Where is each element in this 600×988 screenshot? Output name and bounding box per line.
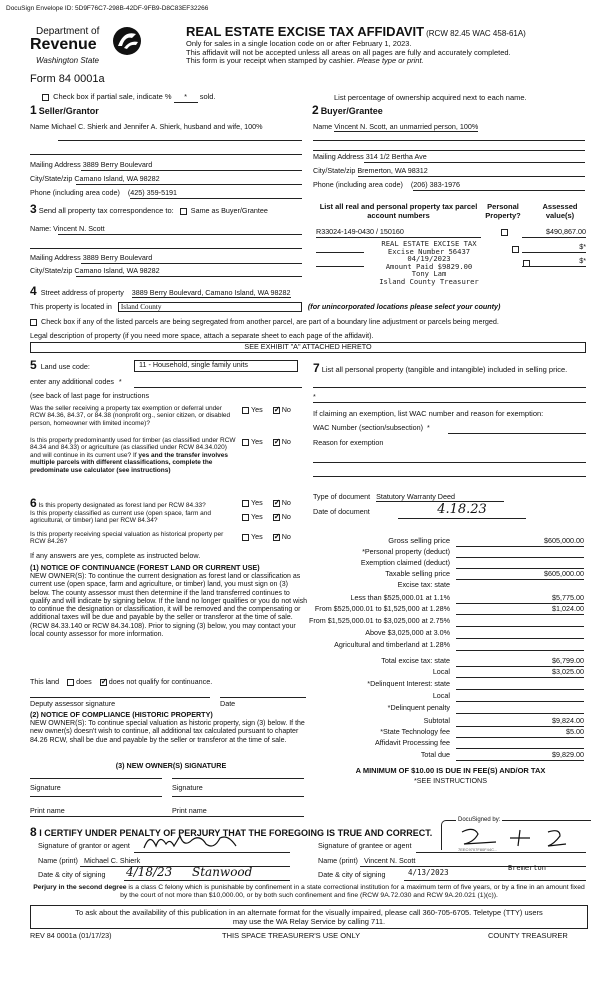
parcel-row-2-checkbox[interactable] — [512, 246, 519, 253]
corr-mail-line — [81, 263, 302, 264]
grantor-signature[interactable] — [140, 830, 260, 854]
calc-t2-value[interactable]: $1,024.00 — [552, 604, 584, 613]
calc-taxable-line — [456, 579, 584, 580]
seller-name-label: Name — [30, 122, 50, 131]
q1-yes-label: Yes — [251, 405, 263, 414]
reason-label: Reason for exemption — [313, 438, 384, 447]
q6-text: Is this property designated as forest land per RCW 84.33? — [38, 502, 206, 509]
doc-type-row — [313, 493, 504, 502]
buyer-city-label: City/State/zip — [313, 166, 356, 175]
partial-sale-pct[interactable]: * — [174, 93, 198, 103]
q6-no-label: No — [281, 498, 291, 507]
perjury-text: is a class C felony which is punishable by confinement in a state correctional institution for a maximum term of five years, or by a fine in an amount fixed by the court of not more than $10,000.00, or by both such confinement and fine (RCW 9A.72.030 and RCW 9A.20.021 (1)(c)). — [120, 884, 585, 899]
calc-tech-value[interactable]: $5.00 — [566, 727, 584, 736]
corr-name-line — [58, 234, 302, 235]
located-row — [30, 302, 500, 312]
continuance-text: NEW OWNER(S): To continue the current designation as forest land or classification as current use (open space, farm and agriculture, or timber) land, you must sign on (3) below. The county assessor must then determine if the land transferred continues to qualify and will indicate by signing below. If the land no longer qualifies or you do not wish to continue the designation or classification, it will be removed and the compensating or additional taxes will be due and payable by the seller or transferor at the time of sale. (RCW 84.33.140 or RCW 84.34.108). Prior to signing (3) below, you may contact your local county assessor for more information. — [30, 573, 308, 638]
min-note: A MINIMUM OF $10.00 IS DUE IN FEE(S) AND/OR TAX — [355, 766, 546, 775]
q6-yes-checkbox[interactable] — [242, 500, 249, 507]
calc-subtotal-line — [456, 726, 584, 727]
deputy-line — [30, 697, 210, 698]
buyer-title: Buyer/Grantee — [320, 106, 383, 116]
q1-no-checkbox[interactable] — [273, 407, 280, 414]
seller-phone[interactable]: (425) 359-5191 — [127, 188, 178, 197]
county-select[interactable]: Island County — [118, 302, 302, 312]
grantor-date-row — [38, 871, 106, 879]
print2-label: Print name — [172, 806, 207, 815]
intro-italic: Please type or print. — [356, 56, 424, 66]
calc-total-value[interactable]: $9,829.00 — [552, 750, 584, 759]
seller-phone-row — [30, 189, 177, 197]
grantee-date-row — [318, 871, 386, 879]
q6c-row: Is this property receiving special valuation as historical property per RCW 84.26? — [30, 531, 224, 546]
seller-mail-label: Mailing Address — [30, 160, 81, 169]
calc-t1-value[interactable]: $5,775.00 — [552, 593, 584, 602]
segregated-checkbox[interactable] — [30, 319, 37, 326]
seller-mail-line — [81, 170, 302, 171]
corr-city[interactable]: Camano Island, WA 98282 — [74, 266, 160, 275]
q6c-answers — [242, 533, 291, 541]
calc-t2-line — [456, 614, 584, 615]
segregated-label: Check box if any of the listed parcels are being segregated from another parcel, are part of a boundary line adjustment or parcels being merged. — [41, 317, 499, 326]
intro-2: This affidavit will not be accepted unless all areas on all pages are fully and accurately completed. — [186, 47, 511, 57]
additional-codes-row — [30, 378, 122, 386]
calc-personal-label: *Personal property (deduct) — [362, 547, 450, 556]
form-title: REAL ESTATE EXCISE TAX AFFIDAVIT — [186, 24, 425, 39]
dept-logo — [30, 26, 180, 76]
buyer-mail-row — [313, 153, 427, 161]
street-num: 4 — [30, 284, 37, 298]
seller-name-row — [30, 123, 300, 131]
envelope-id: DocuSign Envelope ID: 5D9F76C7-298B-42DF-9FB9-D8C83EF32266 — [6, 5, 209, 12]
sig2-label: Signature — [172, 783, 203, 792]
calc-delinq-local-label: Local — [432, 691, 450, 700]
q6c-no-label: No — [281, 532, 291, 541]
grantee-sig-row — [318, 842, 412, 850]
segregated-row — [30, 318, 600, 326]
grantee-date-line — [404, 880, 586, 881]
buyer-name-label: Name — [313, 122, 333, 131]
question-2 — [30, 437, 238, 474]
parcel-row-1-value[interactable]: $490,867.00 — [546, 227, 586, 236]
parcel-row-2-value-line — [522, 252, 586, 253]
print1-label: Print name — [30, 806, 65, 815]
grantor-date-label: Date & city of signing — [38, 870, 106, 879]
partial-sale-row — [42, 93, 216, 103]
parcels-header-1: List all real and personal property tax parcel account numbers — [319, 202, 478, 220]
calc-t2-label: From $525,000.01 to $1,525,000 at 1.28% — [314, 604, 450, 613]
buyer-phone-line — [413, 190, 585, 191]
calc-affidavit-label: Affidavit Processing fee — [375, 738, 450, 747]
personal-row — [313, 362, 588, 376]
see-back: (see back of last page for instructions — [30, 391, 150, 400]
corr-city-row — [30, 267, 160, 275]
legal-description[interactable] — [30, 342, 586, 353]
grantee-name-row — [318, 857, 415, 865]
corr-heading — [30, 203, 268, 217]
reason-line-2 — [313, 476, 586, 477]
wac-label: WAC Number (section/subsection) — [313, 423, 423, 432]
corr-num: 3 — [30, 202, 37, 216]
corr-city-label: City/State/zip — [30, 266, 73, 275]
personal-text: List all personal property (tangible and intangible) included in selling price. — [321, 365, 568, 374]
buyer-city[interactable]: Bremerton, WA 98312 — [357, 166, 428, 175]
deputy-date-line — [220, 697, 306, 698]
stamp-line-5: Tony Lam — [411, 269, 447, 279]
buyer-num: 2 — [312, 103, 319, 117]
q1-yes-checkbox[interactable] — [242, 407, 249, 414]
compliance-heading: (2) NOTICE OF COMPLIANCE (HISTORIC PROPERTY) — [30, 710, 213, 719]
additional-codes-label: enter any additional codes — [30, 377, 114, 386]
street-value[interactable]: 3889 Berry Boulevard, Camano Island, WA 98282 — [131, 288, 291, 297]
calc-total-line — [456, 760, 584, 761]
calc-delinq-local-line — [456, 701, 584, 702]
availability-text: To ask about the availability of this publication in an alternate format for the visually impaired, please call 360-705-6705. Teletype (TTY) users may use the WA Relay Service by calling 711. — [75, 908, 543, 926]
form-number: Form 84 0001a — [30, 73, 105, 85]
land-does-label: does — [76, 677, 92, 686]
doc-date-value[interactable]: 4.18.23 — [398, 503, 526, 519]
calc-t4-label: Above $3,025,000 at 3.0% — [365, 628, 450, 637]
q6-row — [30, 497, 240, 511]
calc-total-label: Total due — [420, 750, 450, 759]
land-use-row — [30, 359, 90, 373]
street-row — [30, 285, 291, 299]
buyer-mail[interactable]: 314 1/2 Bertha Ave — [365, 152, 427, 161]
calc-delinq-state-line — [456, 689, 584, 690]
buyer-name-row — [313, 123, 478, 131]
doc-date-label: Date of document — [313, 507, 370, 516]
stamp-line-4: Amount Paid $9829.00 — [385, 261, 473, 271]
partial-sale-sold: sold. — [199, 92, 216, 101]
seller-city-line — [76, 184, 302, 185]
q6-no-checkbox[interactable] — [273, 500, 280, 507]
calc-total-state-label: Total excise tax: state — [381, 656, 450, 665]
buyer-name[interactable]: Vincent N. Scott, an unmarried person, 100% — [334, 122, 479, 131]
land-use-num: 5 — [30, 358, 37, 372]
certify-text: I CERTIFY UNDER PENALTY OF PERJURY THAT THE FOREGOING IS TRUE AND CORRECT. — [39, 828, 433, 838]
grantor-city[interactable]: Stanwood — [192, 865, 253, 879]
q6b-yes-label: Yes — [251, 512, 263, 521]
grantor-name-line — [80, 866, 290, 867]
question-2-answers — [242, 438, 291, 446]
ownership-note: List percentage of ownership acquired next to each name. — [334, 93, 527, 102]
calc-t5-label: Agricultural and timberland at 1.28% — [334, 640, 450, 649]
q2-no-checkbox[interactable] — [273, 439, 280, 446]
dept-line2: Revenue — [30, 36, 97, 53]
land-does-checkbox[interactable] — [67, 679, 74, 686]
additional-codes-value[interactable]: * — [118, 377, 122, 386]
calc-exempt-label: Exemption claimed (deduct) — [360, 558, 450, 567]
intro-1: Only for sales in a single location code on or after February 1, 2023. — [186, 38, 412, 48]
corr-name-row — [30, 225, 105, 233]
availability-box — [30, 905, 588, 929]
parcel-row-1-checkbox[interactable] — [501, 229, 508, 236]
calc-t4-line — [456, 638, 584, 639]
partial-sale-checkbox[interactable] — [42, 94, 49, 101]
grantor-sig-line — [134, 852, 290, 853]
land-use-value: 11 - Household, single family units — [139, 360, 248, 369]
footer-right: COUNTY TREASURER — [488, 931, 568, 940]
calc-taxable-label: Taxable selling price — [385, 569, 450, 578]
stamp-line-6: Island County Treasurer — [379, 276, 479, 286]
calc-gross-line — [456, 546, 584, 547]
corr-same-label: Same as Buyer/Grantee — [190, 206, 268, 215]
parcel-row-1-value-line — [522, 237, 586, 238]
buyer-extra-line-2 — [313, 150, 585, 151]
grantee-name-line — [360, 866, 586, 867]
calc-delinq-state-label: *Delinquent Interest: state — [367, 679, 450, 688]
seller-city[interactable]: Camano Island, WA 98282 — [74, 174, 160, 183]
sig-heading: (3) NEW OWNER(S) SIGNATURE — [115, 761, 227, 770]
sig2-line-b — [172, 796, 304, 797]
q6b-yes-checkbox[interactable] — [242, 514, 249, 521]
calc-taxable-value[interactable]: $605,000.00 — [544, 569, 584, 578]
grantee-name-label: Name (print) — [318, 856, 358, 865]
corr-mail[interactable]: 3889 Berry Boulevard — [82, 253, 153, 262]
wac-line — [448, 433, 586, 434]
calc-tech-line — [456, 737, 584, 738]
calc-t5-line — [456, 650, 584, 651]
deputy-label: Deputy assessor signature — [30, 699, 116, 708]
doc-type-value[interactable]: Statutory Warranty Deed — [376, 493, 504, 502]
personal-star[interactable]: * — [313, 392, 316, 401]
wac-value[interactable]: * — [426, 423, 430, 432]
continuance-heading: (1) NOTICE OF CONTINUANCE (FOREST LAND OR CURRENT USE) — [30, 563, 260, 572]
deputy-date-label: Date — [220, 699, 236, 708]
buyer-mail-label: Mailing Address — [313, 152, 364, 161]
q6b-no-label: No — [281, 512, 291, 521]
perjury-notice — [30, 884, 588, 900]
buyer-city-line — [358, 176, 585, 177]
grantee-sig-label: Signature of grantee or agent — [318, 841, 412, 850]
parcel-row-2-line — [316, 252, 364, 253]
seller-city-label: City/State/zip — [30, 174, 73, 183]
buyer-extra-line-1 — [313, 140, 585, 141]
calc-t3-line — [456, 626, 584, 627]
calc-total-state-value[interactable]: $6,799.00 — [552, 656, 584, 665]
personal-num: 7 — [313, 361, 320, 375]
personal-line-2 — [313, 402, 586, 403]
q6b-row: Is this property classified as current use (open space, farm and agricultural, or timber) land per RCW 84.34? — [30, 510, 212, 525]
wac-row — [313, 424, 430, 432]
corr-city-line — [76, 276, 302, 277]
treasurer-stamp — [368, 240, 490, 285]
grantee-date[interactable]: 4/13/2023 — [408, 868, 449, 877]
calc-delinq-pen-label: *Delinquent penalty — [387, 703, 450, 712]
calc-subtotal-value[interactable]: $9,824.00 — [552, 716, 584, 725]
compliance-text: NEW OWNER(S): To continue special valuation as historic property, sign (3) below. If the new owner(s) doesn't wish to continue, all additional tax calculated pursuant to chapter 84.26 RCW, shall be due and payable by the seller or transferor at the time of sale. — [30, 720, 305, 744]
grantor-name-row — [38, 857, 140, 865]
calc-affidavit-line — [456, 748, 584, 749]
seller-mail[interactable]: 3889 Berry Boulevard — [82, 160, 153, 169]
calc-local-label: Local — [432, 667, 450, 676]
sig2-line — [172, 778, 304, 779]
grantee-sig-line — [416, 852, 586, 853]
calc-personal-line — [456, 557, 584, 558]
q1-no-label: No — [281, 405, 291, 414]
parcel-row-1-number[interactable]: R33024-149-0430 / 150160 — [316, 227, 404, 236]
land-does-not-label: does not qualify for continuance. — [108, 677, 213, 686]
q6c-no-checkbox[interactable] — [273, 534, 280, 541]
question-1-text: Was the seller receiving a property tax exemption or deferral under RCW 84.36, 84.37, or 84.38 (nonprofit org., senior citizen, or disabled person, homeowner with limited income)? — [30, 405, 231, 427]
q6c-yes-label: Yes — [251, 532, 263, 541]
footer-center: THIS SPACE TREASURER'S USE ONLY — [222, 931, 361, 940]
q2-yes-checkbox[interactable] — [242, 439, 249, 446]
corr-extra-line — [30, 248, 302, 249]
print-line — [30, 816, 304, 817]
q6c-yes-checkbox[interactable] — [242, 534, 249, 541]
dept-line1: Department of — [36, 26, 100, 37]
buyer-mail-line — [364, 162, 585, 163]
parcel-row-1-line — [316, 237, 481, 238]
additional-codes-line — [134, 387, 302, 388]
calc-t3-label: From $1,525,000.01 to $3,025,000 at 2.75% — [308, 616, 450, 625]
land-qualify-row — [30, 678, 212, 686]
form-title-block — [186, 25, 596, 66]
grantee-date-label: Date & city of signing — [318, 870, 386, 879]
seller-name-line — [58, 140, 302, 141]
buyer-heading — [312, 104, 383, 118]
certify-num: 8 — [30, 825, 37, 839]
seller-extra-line — [30, 154, 302, 155]
doc-type-label: Type of document — [313, 492, 371, 501]
seller-title: Seller/Grantor — [38, 106, 99, 116]
calc-subtotal-label: Subtotal — [423, 716, 450, 725]
q6b-answers — [242, 513, 291, 521]
calc-delinq-pen-line — [456, 713, 584, 714]
personal-line-1 — [313, 387, 586, 388]
stamp-line-3: 04/19/2023 — [407, 254, 451, 264]
land-use-label: Land use code: — [40, 362, 90, 371]
stamp-line-2: Excise Number 56437 — [387, 246, 471, 256]
grantee-sig-id: 7EEC9707F80F44C... — [458, 847, 498, 852]
sig1-label: Signature — [30, 783, 61, 792]
corr-mail-label: Mailing Address — [30, 253, 81, 262]
calc-local-line — [456, 677, 584, 678]
grantee-name[interactable]: Vincent N. Scott — [363, 856, 416, 865]
parcel-row-3-value-line — [522, 266, 586, 267]
corr-label: Send all property tax correspondence to: — [38, 206, 174, 215]
sig1-line — [30, 778, 162, 779]
q6-yes-label: Yes — [251, 498, 263, 507]
wa-logo-icon — [110, 26, 144, 56]
doc-date-row — [313, 508, 370, 516]
question-1 — [30, 405, 238, 427]
grantor-sig-row — [38, 842, 130, 850]
calc-excise-state-label: Excise tax: state — [397, 580, 450, 589]
grantor-name[interactable]: Michael C. Shierk — [83, 856, 141, 865]
seller-name[interactable]: Michael C. Shierk and Jennifer A. Shierk, husband and wife, 100% — [51, 122, 263, 131]
grantor-sig-label: Signature of grantor or agent — [38, 841, 130, 850]
corr-name-label: Name: — [30, 224, 52, 233]
corr-same-checkbox[interactable] — [180, 208, 187, 215]
corr-name[interactable]: Vincent N. Scott — [53, 224, 105, 233]
seller-heading — [30, 104, 99, 118]
corr-mail-row — [30, 254, 152, 262]
buyer-phone-row — [313, 181, 460, 189]
buyer-phone-label: Phone (including area code) — [313, 180, 403, 189]
see-instructions: *SEE INSTRUCTIONS — [413, 776, 488, 785]
q6b-no-checkbox[interactable] — [273, 514, 280, 521]
calc-gross-label: Gross selling price — [388, 536, 450, 545]
grantor-name-label: Name (print) — [38, 856, 78, 865]
exemption-text: If claiming an exemption, list WAC number and reason for exemption: — [313, 409, 544, 418]
land-does-not-checkbox[interactable] — [100, 679, 107, 686]
calc-local-value[interactable]: $3,025.00 — [552, 667, 584, 676]
seller-city-row — [30, 175, 160, 183]
form-title-ref: (RCW 82.45 WAC 458-61A) — [426, 29, 526, 38]
grantor-date-line — [124, 880, 290, 881]
footer-left: REV 84 0001a (01/17/23) — [30, 931, 112, 940]
land-label: This land — [30, 677, 60, 686]
located-note: (for unincorporated locations please select your county) — [307, 302, 501, 311]
q6-num: 6 — [30, 496, 37, 510]
street-label: Street address of property — [40, 288, 124, 297]
parcel-row-3-line — [316, 266, 364, 267]
seller-mail-row — [30, 161, 152, 169]
seller-num: 1 — [30, 103, 37, 117]
seller-phone-label: Phone (including area code) — [30, 188, 120, 197]
docusigned-label: DocuSigned by: — [458, 817, 501, 823]
q6-answers — [242, 499, 291, 507]
question-1-answers — [242, 406, 291, 414]
parcel-row-3-value[interactable]: $* — [579, 256, 586, 265]
land-use-select[interactable] — [134, 360, 298, 372]
sig1-line-b — [30, 796, 162, 797]
legal-label: Legal description of property (if you need more space, attach a separate sheet to each page of the affidavit). — [30, 331, 374, 340]
located-label: This property is located in — [30, 302, 112, 311]
calc-t1-label: Less than $525,000.01 at 1.1% — [350, 593, 450, 602]
parcels-header-3: Assessed value(s) — [542, 202, 578, 220]
q2-yes-label: Yes — [251, 437, 263, 446]
parcel-row-2-value[interactable]: $* — [579, 242, 586, 251]
dept-line3: Washington State — [36, 56, 100, 65]
q2-no-label: No — [281, 437, 291, 446]
answers-note: If any answers are yes, complete as instructed below. — [30, 551, 201, 560]
buyer-city-row — [313, 167, 428, 175]
perjury-bold: Perjury in the second degree — [33, 884, 127, 891]
legal-description-text: SEE EXHIBIT "A" ATTACHED HERETO — [244, 342, 372, 351]
buyer-phone[interactable]: (206) 383-1976 — [410, 180, 461, 189]
intro-3: This form is your receipt when stamped by cashier. — [186, 56, 355, 66]
partial-sale-label: Check box if partial sale, indicate % — [53, 92, 172, 101]
question-2-bold: yes and the transfer involves multiple parcels with different classifications, complete the predominate use calculator (see instructions) — [30, 451, 228, 474]
stamp-line-1: REAL ESTATE EXCISE TAX — [381, 239, 477, 248]
reason-line-1 — [313, 462, 586, 463]
grantor-date[interactable]: 4/18/23 — [126, 865, 173, 879]
calc-gross-value[interactable]: $605,000.00 — [544, 536, 584, 545]
parcels-header-2: Personal Property? — [485, 202, 521, 220]
calc-tech-label: *State Technology fee — [380, 727, 450, 736]
question-2-text: Is this property predominantly used for timber (as classified under RCW 84.34 and 84.33) or agriculture (as classified under RCW 84.34.020) and will continue in its current use? If — [30, 437, 236, 459]
grantee-city[interactable]: Bremerton — [508, 864, 546, 872]
seller-phone-line — [130, 198, 302, 199]
